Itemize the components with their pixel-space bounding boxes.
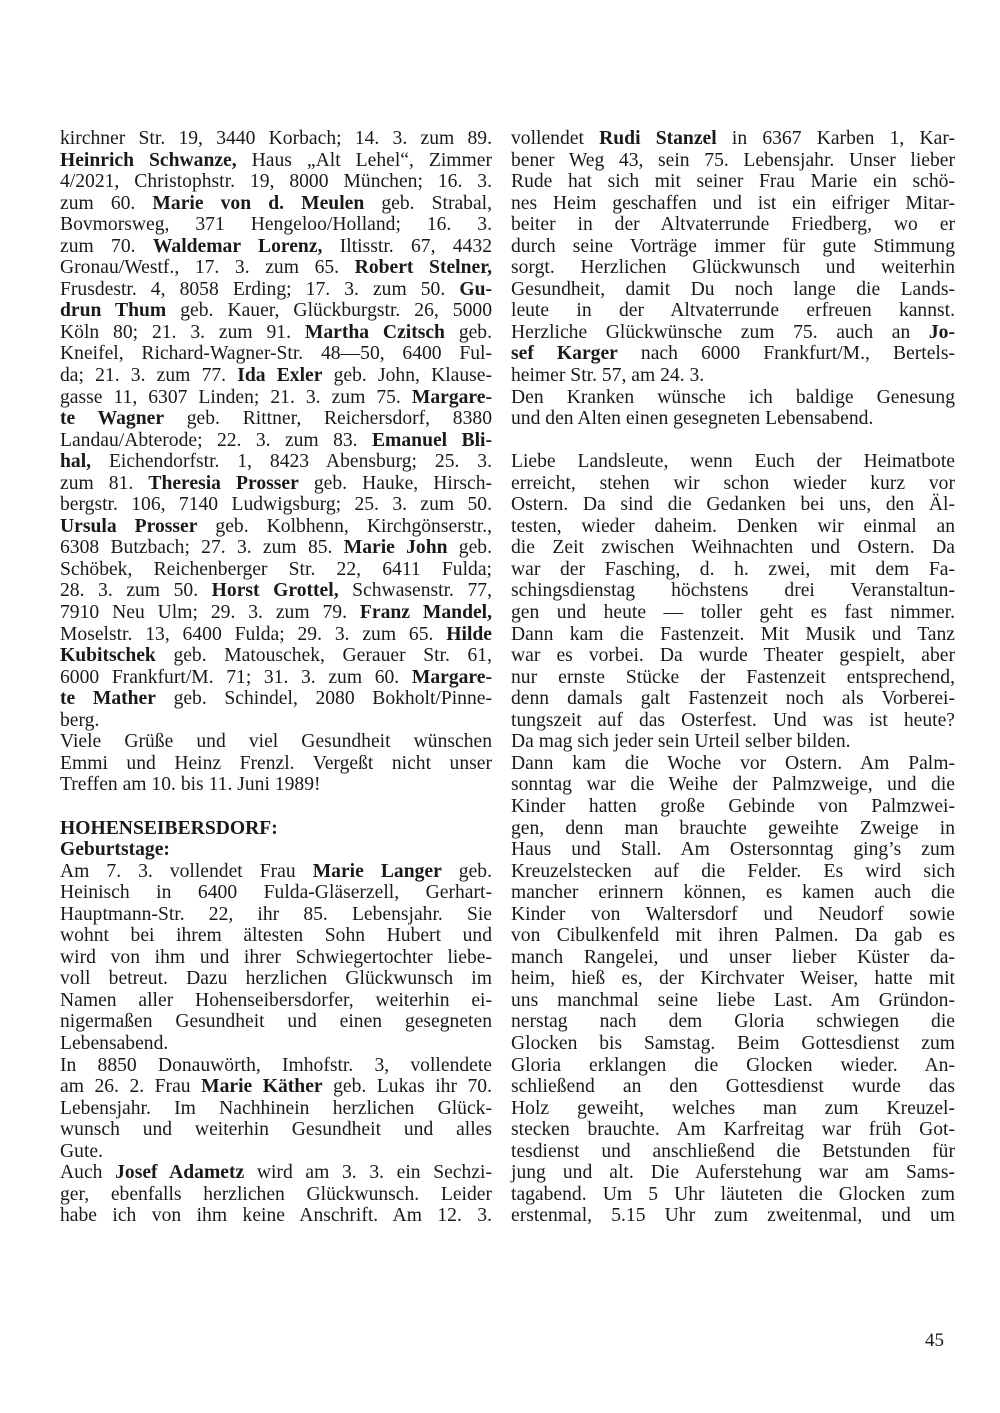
text-segment: Bovmorsweg, 371 Hengeloo/Holland; 16. 3.	[60, 214, 492, 236]
person-name: te Mather	[60, 688, 156, 710]
right-column	[511, 128, 955, 1227]
text-segment: jung und alt. Die Auferstehung war am Sams-	[511, 1162, 955, 1184]
text-segment: Viele Grüße und viel Gesundheit wünschen	[60, 731, 492, 753]
text-segment: Moselstr. 13, 6400 Fulda; 29. 3. zum 65.	[60, 623, 447, 645]
text-segment: Gloria erklangen die Glocken wieder. An-	[511, 1054, 955, 1076]
text-segment: nerstag nach dem Gloria schwiegen die	[511, 1011, 955, 1033]
text-segment: geb. Matouschek, Gerauer Str. 61,	[155, 645, 492, 667]
text-line	[511, 882, 955, 904]
text-line	[60, 904, 492, 926]
text-line	[511, 624, 955, 646]
page-number: 45	[925, 1330, 944, 1351]
person-name: sef Karger	[511, 343, 618, 365]
text-segment: tagabend. Um 5 Uhr läuteten die Glocken zum	[511, 1183, 955, 1205]
text-line	[511, 343, 955, 365]
text-line	[511, 365, 955, 387]
text-segment: 4/2021, Christophstr. 19, 8000 München; 16. 3.	[60, 171, 492, 193]
text-line	[511, 387, 955, 409]
text-segment: Rude hat sich mit seiner Frau Marie ein schö-	[511, 171, 955, 193]
text-line	[60, 537, 492, 559]
text-line	[511, 818, 955, 840]
text-line	[511, 968, 955, 990]
text-line	[60, 1098, 492, 1120]
text-line	[511, 559, 955, 581]
text-line	[511, 1055, 955, 1077]
text-segment: 28. 3. zum 50.	[60, 580, 212, 602]
text-line	[511, 494, 955, 516]
person-name: Marie Langer	[312, 860, 442, 882]
person-name: Gu-	[459, 278, 492, 300]
text-line	[511, 451, 955, 473]
text-line	[511, 128, 955, 150]
text-segment: manch Rangelei, und unser lieber Küster da-	[511, 946, 955, 968]
text-line	[511, 150, 955, 172]
text-segment: gasse 11, 6307 Linden; 21. 3. zum 75.	[60, 386, 412, 408]
text-segment: Herzliche Glückwünsche zum 75. auch an	[511, 321, 929, 343]
text-line	[60, 150, 492, 172]
text-line	[60, 1205, 492, 1227]
text-line	[511, 473, 955, 495]
text-segment: Landau/Abterode; 22. 3. zum 83.	[60, 429, 372, 451]
text-line	[511, 193, 955, 215]
text-segment: Kreuzelstecken auf die Felder. Es wird sich	[511, 860, 955, 882]
text-segment: wird am 3. 3. ein Sechzi-	[244, 1162, 492, 1184]
text-segment: Eichendorfstr. 1, 8423 Abensburg; 25. 3.	[91, 451, 492, 473]
text-line	[511, 925, 955, 947]
text-segment: Köln 80; 21. 3. zum 91.	[60, 321, 305, 343]
text-line	[60, 602, 492, 624]
text-line	[511, 537, 955, 559]
text-segment: geb. Rittner, Reichersdorf, 8380	[164, 408, 492, 430]
text-line	[511, 236, 955, 258]
text-segment: gen und heute — toller geht es fast nimmer.	[511, 602, 955, 624]
text-segment: Namen aller Hohenseibersdorfer, weiterhin ei-	[60, 989, 492, 1011]
text-segment: Auch	[60, 1162, 116, 1184]
text-segment: uns manchmal seine liebe Last. Am Gründon-	[511, 989, 955, 1011]
text-segment: zum 60.	[60, 192, 153, 214]
section-heading: Geburtstage:	[60, 839, 170, 861]
text-segment: zum 70.	[60, 235, 153, 257]
text-line	[511, 990, 955, 1012]
text-line	[60, 731, 492, 753]
text-segment: nes Heim geschaffen und ist ein eifriger Mitar-	[511, 192, 955, 214]
text-segment: tesdienst und anschließend die Betstunden für	[511, 1140, 955, 1162]
text-segment: zum 81.	[60, 472, 149, 494]
text-segment: nur ernste Stücke der Fastenzeit entsprechend,	[511, 666, 955, 688]
text-segment: Iltisstr. 67, 4432	[322, 235, 492, 257]
text-line	[60, 925, 492, 947]
text-segment: geb. Kolbhenn, Kirchgönserstr.,	[197, 515, 492, 537]
text-line	[511, 1141, 955, 1163]
text-segment: schingsdienstag höchstens drei Veranstaltun-	[511, 580, 955, 602]
text-segment: Da mag sich jeder sein Urteil selber bilden.	[511, 731, 851, 753]
text-segment: Dann kam die Fastenzeit. Mit Musik und Tanz	[511, 623, 955, 645]
text-segment: wohnt bei ihrem ältesten Sohn Hubert und	[60, 925, 492, 947]
text-line	[511, 1076, 955, 1098]
text-line	[60, 624, 492, 646]
person-name: Theresia Prosser	[148, 472, 299, 494]
text-line	[60, 990, 492, 1012]
text-line	[60, 387, 492, 409]
text-line	[60, 494, 492, 516]
text-segment: Kinder hatten große Gebinde von Palmzwei-	[511, 795, 955, 817]
text-line	[511, 408, 955, 430]
text-line	[60, 1011, 492, 1033]
text-segment: Am 7. 3. vollendet Frau	[60, 860, 313, 882]
person-name: hal,	[60, 451, 92, 473]
text-segment: Hauptmann-Str. 22, ihr 85. Lebensjahr. Sie	[60, 903, 492, 925]
text-segment: Gronau/Westf., 17. 3. zum 65.	[60, 257, 355, 279]
text-segment: leute in der Altvaterrunde erfreuen kannst.	[511, 300, 955, 322]
text-line	[60, 753, 492, 775]
text-segment: Kneifel, Richard-Wagner-Str. 48—50, 6400 Ful-	[60, 343, 492, 365]
text-segment: berg.	[60, 709, 100, 731]
left-column	[60, 128, 492, 1227]
text-line	[511, 947, 955, 969]
text-segment: von Cibulkenfeld mit ihren Palmen. Da gab es	[511, 925, 955, 947]
text-line	[60, 322, 492, 344]
text-line	[60, 645, 492, 667]
text-segment: geb.	[447, 537, 492, 559]
text-segment: In 8850 Donauwörth, Imhofstr. 3, vollendete	[60, 1054, 492, 1076]
text-line	[60, 473, 492, 495]
text-segment: war es vorbei. Da wurde Theater gespielt, aber	[511, 645, 955, 667]
text-line	[60, 861, 492, 883]
text-segment: Haus „Alt Lehel“, Zimmer	[236, 149, 492, 171]
text-segment: geb. Lukas ihr 70.	[322, 1076, 492, 1098]
text-segment: Gesundheit, damit Du noch lange die Lands-	[511, 278, 955, 300]
text-segment: in 6367 Karben 1, Kar-	[716, 128, 955, 149]
text-line	[60, 1033, 492, 1055]
text-line	[511, 322, 955, 344]
text-segment: erstenmal, 5.15 Uhr zum zweitenmal, und um	[511, 1205, 955, 1227]
text-segment: beiter in der Altvaterrunde Friedberg, wo er	[511, 214, 955, 236]
text-line	[60, 667, 492, 689]
text-segment: heim, hieß es, der Kirchvater Weiser, hatte mit	[511, 968, 955, 990]
text-line	[60, 257, 492, 279]
text-line	[511, 839, 955, 861]
text-segment: ger, ebenfalls herzlichen Glückwunsch. Leider	[60, 1183, 492, 1205]
text-segment: und den Alten einen gesegneten Lebensabend.	[511, 408, 874, 430]
text-segment: testen, wieder daheim. Denken wir einmal an	[511, 515, 955, 537]
text-segment: Treffen am 10. bis 11. Juni 1989!	[60, 774, 321, 796]
person-name: Ida Exler	[237, 365, 323, 387]
text-line	[511, 731, 955, 753]
text-line	[60, 710, 492, 732]
text-line	[511, 580, 955, 602]
text-line	[511, 516, 955, 538]
person-name: Waldemar Lorenz,	[152, 235, 323, 257]
person-name: Heinrich Schwanze,	[60, 149, 237, 171]
text-segment: wird von ihm und ihrer Schwiegertochter liebe-	[60, 946, 492, 968]
text-segment: bergstr. 106, 7140 Ludwigsburg; 25. 3. zum 50.	[60, 494, 492, 516]
text-line	[60, 343, 492, 365]
person-name: Marie Käther	[201, 1076, 323, 1098]
text-line	[511, 1119, 955, 1141]
person-name: Margare-	[411, 666, 492, 688]
text-line	[511, 1033, 955, 1055]
text-segment: geb. Schindel, 2080 Bokholt/Pinne-	[155, 688, 492, 710]
text-line	[60, 300, 492, 322]
text-line	[511, 602, 955, 624]
text-line	[60, 882, 492, 904]
text-line	[511, 279, 955, 301]
person-name: Robert Stelner,	[354, 257, 492, 279]
text-line	[60, 1162, 492, 1184]
text-line	[511, 753, 955, 775]
text-line	[60, 968, 492, 990]
text-segment: Dann kam die Woche vor Ostern. Am Palm-	[511, 752, 955, 774]
text-segment: Den Kranken wünsche ich baldige Genesung	[511, 386, 955, 408]
text-line	[511, 257, 955, 279]
text-segment: nigermaßen Gesundheit und einen gesegneten	[60, 1011, 492, 1033]
text-line	[511, 1205, 955, 1227]
text-segment: Holz geweiht, welches man zum Kreuzel-	[511, 1097, 955, 1119]
text-segment: vollendet	[511, 128, 600, 149]
text-segment: die Zeit zwischen Weihnachten und Ostern. Da	[511, 537, 955, 559]
text-segment: geb. Kauer, Glückburgstr. 26, 5000	[166, 300, 492, 322]
text-line	[511, 774, 955, 796]
text-line	[511, 904, 955, 926]
text-line	[60, 516, 492, 538]
text-line	[60, 1141, 492, 1163]
text-line	[60, 214, 492, 236]
text-line	[60, 1055, 492, 1077]
text-segment: Heinisch in 6400 Fulda-Gläserzell, Gerhart-	[60, 882, 492, 904]
person-name: Josef Adametz	[115, 1162, 245, 1184]
text-line	[511, 688, 955, 710]
text-line	[511, 171, 955, 193]
section-heading: HOHENSEIBERSDORF:	[60, 817, 278, 839]
text-line	[60, 408, 492, 430]
person-name: Martha Czitsch	[304, 321, 445, 343]
text-segment: stecken brauchte. Am Karfreitag war früh Got-	[511, 1119, 955, 1141]
text-segment: Kinder von Waltersdorf und Neudorf sowie	[511, 903, 955, 925]
text-segment: war der Fasching, d. h. zwei, mit dem Fa-	[511, 558, 955, 580]
paragraph-gap	[511, 430, 955, 452]
text-line	[511, 796, 955, 818]
person-name: drun Thum	[60, 300, 167, 322]
text-segment: wunsch und weiterhin Gesundheit und alles	[60, 1119, 492, 1141]
text-segment: tungszeit auf das Osterfest. Und was ist heute?	[511, 709, 955, 731]
text-line	[60, 365, 492, 387]
text-line	[511, 1162, 955, 1184]
text-line	[511, 300, 955, 322]
text-segment: denn damals galt Fastenzeit noch als Vorberei-	[511, 688, 955, 710]
person-name: Franz Mandel,	[359, 602, 493, 624]
person-name: Horst Grottel,	[211, 580, 339, 602]
text-line	[60, 451, 492, 473]
text-segment: Lebensjahr. Im Nachhinein herzlichen Glück-	[60, 1097, 492, 1119]
text-segment: nach 6000 Frankfurt/M., Bertels-	[617, 343, 955, 365]
text-line	[60, 580, 492, 602]
text-line	[60, 171, 492, 193]
text-line	[511, 1184, 955, 1206]
text-line	[60, 947, 492, 969]
text-segment: geb.	[444, 321, 493, 343]
text-segment: 6000 Frankfurt/M. 71; 31. 3. zum 60.	[60, 666, 412, 688]
text-line	[60, 430, 492, 452]
text-segment: sonntag war die Weihe der Palmzweige, und die	[511, 774, 955, 796]
text-line	[60, 1184, 492, 1206]
text-line	[60, 193, 492, 215]
text-segment: bener Weg 43, sein 75. Lebensjahr. Unser lieber	[511, 149, 955, 171]
text-segment: Schöbek, Reichenberger Str. 22, 6411 Fulda;	[60, 558, 492, 580]
text-segment: Ostern. Da sind die Gedanken bei uns, den Äl-	[511, 494, 955, 516]
text-line	[511, 214, 955, 236]
text-segment: geb. Strabal,	[364, 192, 493, 214]
text-line	[60, 559, 492, 581]
text-segment: Lebensabend.	[60, 1032, 169, 1054]
person-name: Kubitschek	[60, 645, 156, 667]
person-name: Rudi Stanzel	[599, 128, 717, 149]
text-segment: heimer Str. 57, am 24. 3.	[511, 365, 705, 387]
text-segment: durch seine Vorträge immer für gute Stimmung	[511, 235, 955, 257]
person-name: Emanuel Bli-	[371, 429, 492, 451]
text-segment: am 26. 2. Frau	[60, 1076, 202, 1098]
text-line	[60, 774, 492, 796]
text-segment: 6308 Butzbach; 27. 3. zum 85.	[60, 537, 344, 559]
text-segment: geb.	[441, 860, 493, 882]
text-line	[511, 645, 955, 667]
paragraph-gap	[60, 796, 492, 818]
text-segment: geb. John, Klause-	[322, 365, 493, 387]
text-segment: Schwasenstr. 77,	[338, 580, 492, 602]
person-name: Margare-	[411, 386, 492, 408]
text-segment: voll betreut. Dazu herzlichen Glückwunsch im	[60, 968, 492, 990]
text-segment: habe ich von ihm keine Anschrift. Am 12. 3.	[60, 1205, 492, 1227]
text-line	[511, 1011, 955, 1033]
text-line	[60, 1076, 492, 1098]
text-segment: mancher erinnern können, es kamen auch die	[511, 882, 955, 904]
text-segment: schließend an den Gottesdienst wurde das	[511, 1076, 955, 1098]
person-name: Marie von d. Meulen	[152, 192, 365, 214]
text-line	[60, 688, 492, 710]
text-segment: geb. Hauke, Hirsch-	[298, 472, 493, 494]
text-line	[60, 236, 492, 258]
text-segment: Haus und Stall. Am Ostersonntag ging’s zum	[511, 839, 955, 861]
text-segment: Glocken bis Samstag. Beim Gottesdienst zum	[511, 1032, 955, 1054]
person-name: Hilde	[446, 623, 492, 645]
text-line	[511, 710, 955, 732]
text-line	[60, 1119, 492, 1141]
text-line	[60, 279, 492, 301]
text-segment: Frusdestr. 4, 8058 Erding; 17. 3. zum 50.	[60, 278, 460, 300]
text-segment: Emmi und Heinz Frenzl. Vergeßt nicht unser	[60, 752, 492, 774]
text-line	[60, 128, 492, 150]
text-segment: 7910 Neu Ulm; 29. 3. zum 79.	[60, 602, 360, 624]
text-segment: Liebe Landsleute, wenn Euch der Heimatbote	[511, 451, 955, 473]
person-name: Marie John	[343, 537, 448, 559]
text-segment: sorgt. Herzlichen Glückwunsch und weiterhin	[511, 257, 955, 279]
person-name: te Wagner	[60, 408, 165, 430]
text-line	[511, 1098, 955, 1120]
text-segment: gen, denn man brauchte geweihte Zweige in	[511, 817, 955, 839]
text-segment: erreicht, stehen wir schon wieder kurz vor	[511, 472, 955, 494]
person-name: Ursula Prosser	[60, 515, 198, 537]
text-segment: da; 21. 3. zum 77.	[60, 365, 238, 387]
text-line	[511, 667, 955, 689]
text-line	[511, 861, 955, 883]
text-segment: Gute.	[60, 1140, 103, 1162]
person-name: Jo-	[928, 321, 955, 343]
text-segment: kirchner Str. 19, 3440 Korbach; 14. 3. zum 89.	[60, 128, 492, 149]
